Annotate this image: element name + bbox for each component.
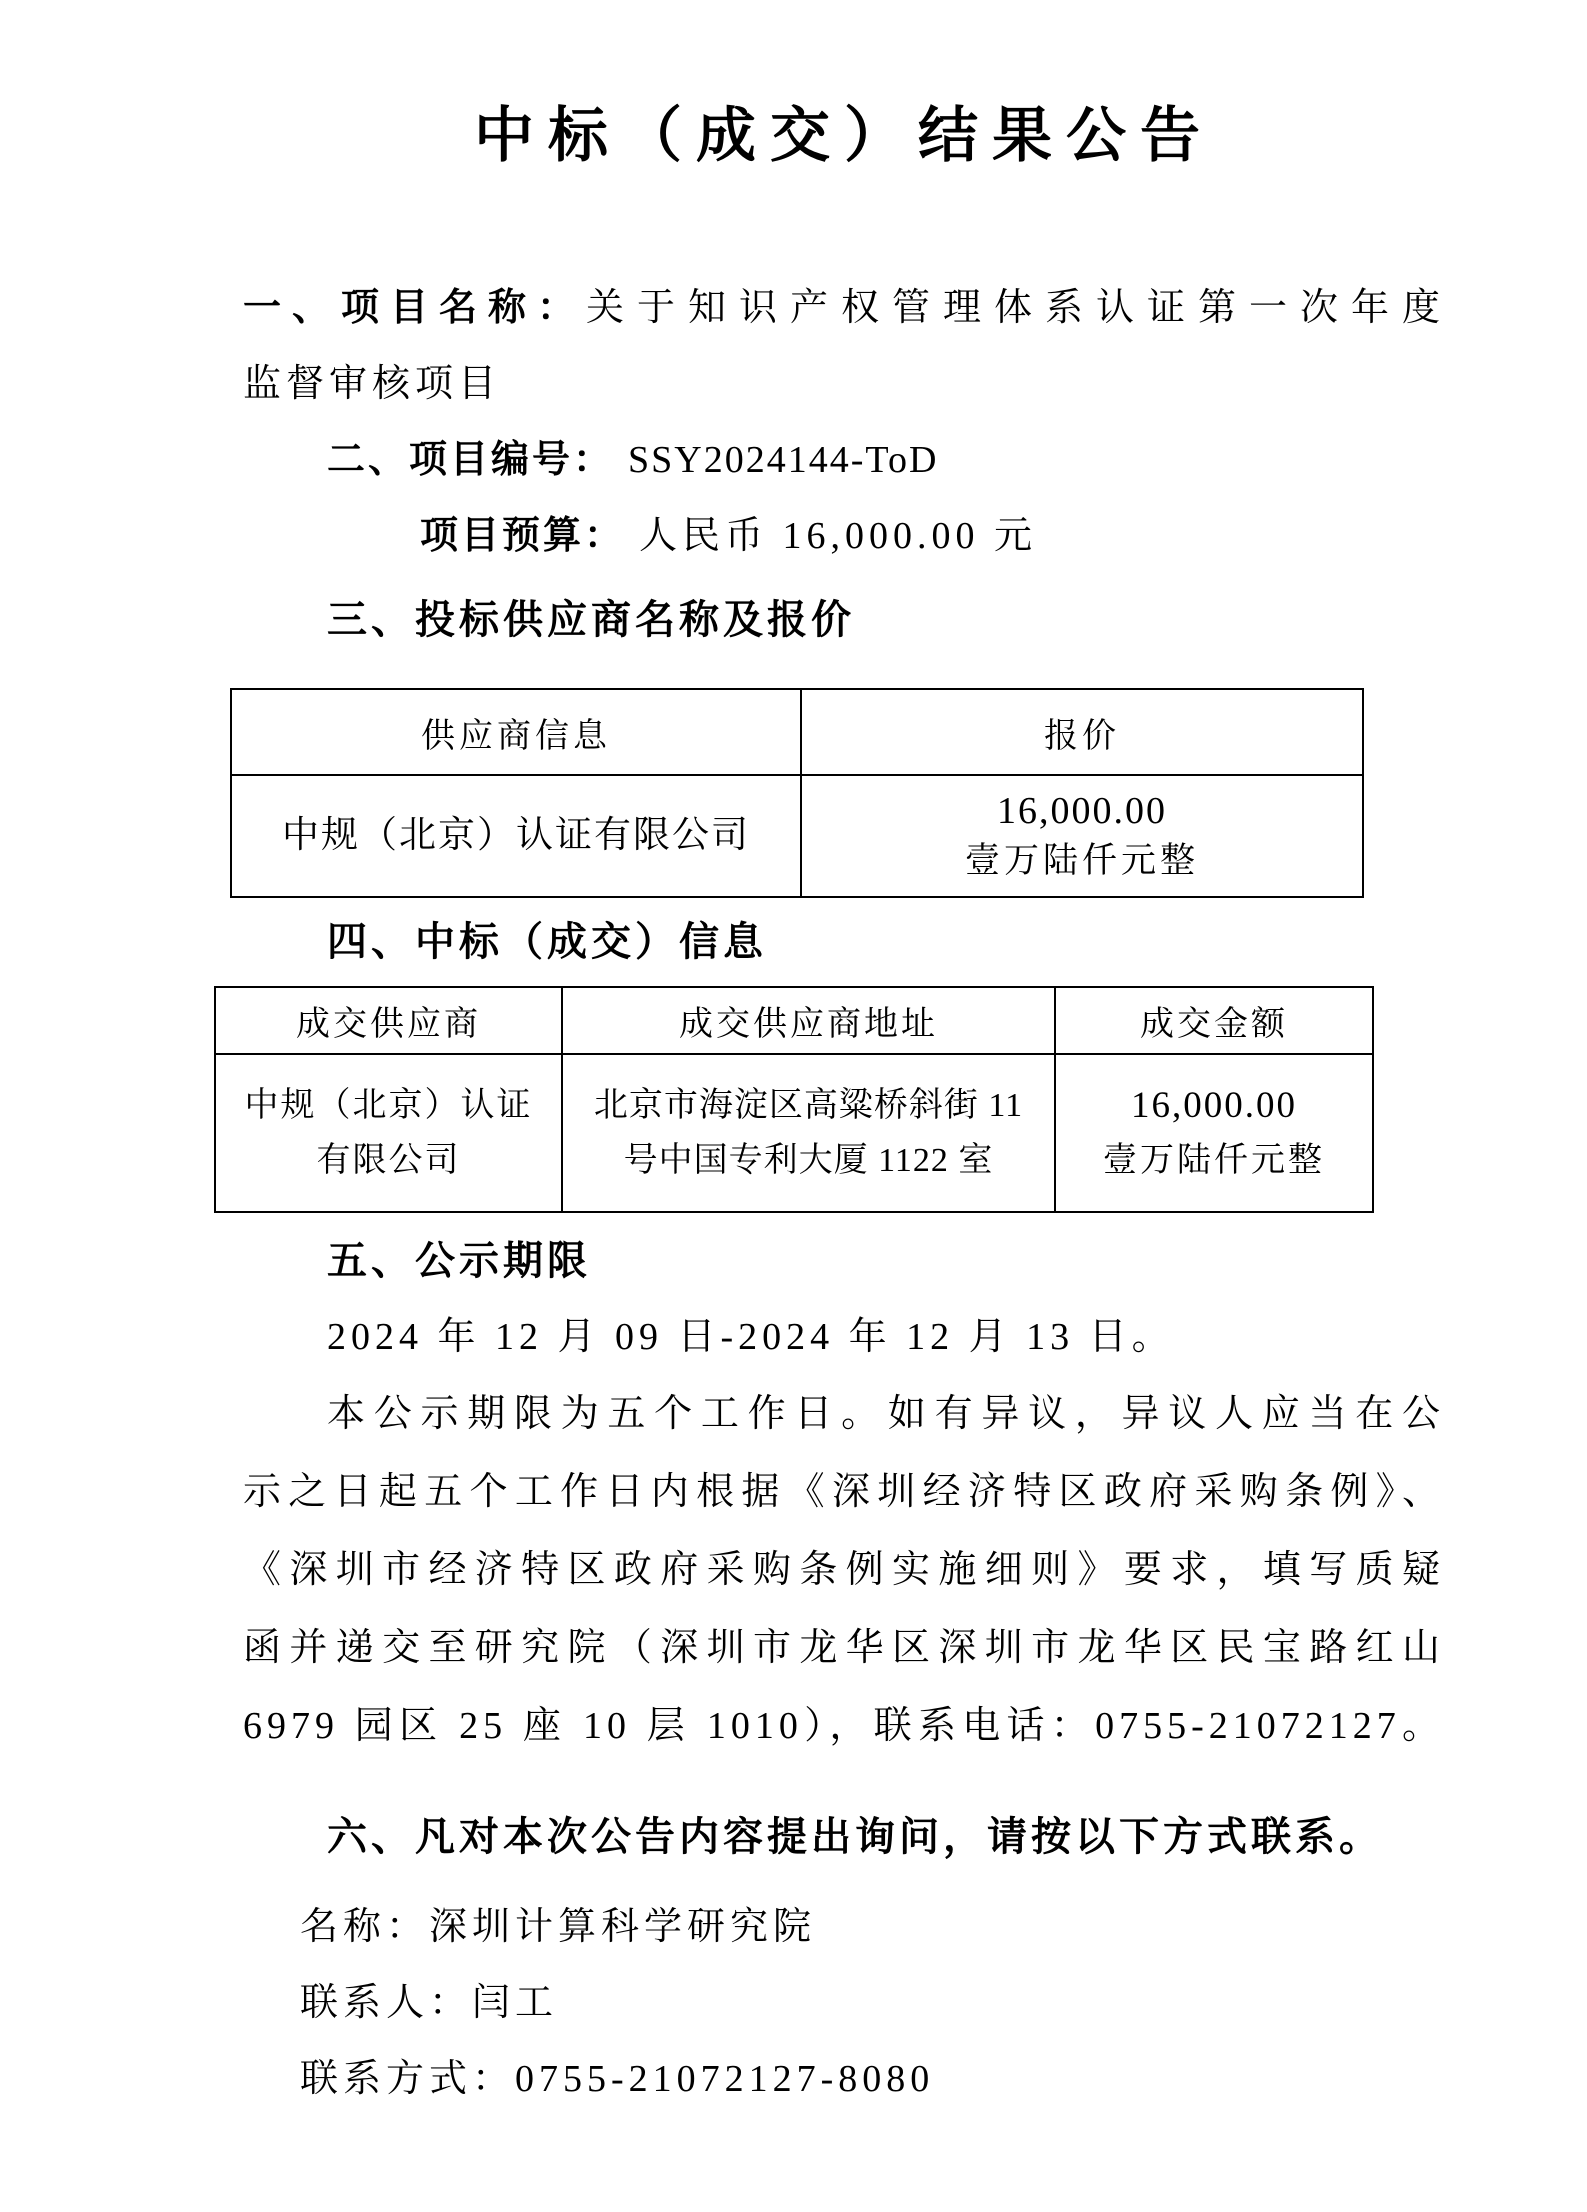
project-name-label: 一、项目名称： [243,287,586,329]
project-budget-line [243,498,1445,574]
award-amount-number: 16,000.00 [1131,1085,1297,1126]
section-heading-award: 四、中标（成交）信息 [327,920,767,964]
bid-table-header-price: 报价 [801,689,1363,775]
award-supplier-line2: 有限公司 [316,1142,461,1179]
award-amount-words: 壹万陆仟元整 [1103,1142,1325,1179]
project-number-label: 二、项目编号： [327,439,615,481]
project-name-value: 关于知识产权管理体系认证第一次年度 [586,287,1445,329]
award-table-row [215,1054,1373,1212]
project-budget-label: 项目预算： [420,515,626,557]
contact-name-line: 名称：深圳计算科学研究院 [300,1906,817,1948]
award-table-header-row [215,987,1373,1054]
notice-line-1: 本公示期限为五个工作日。如有异议，异议人应当在公 [327,1393,1445,1435]
award-table [214,986,1374,1213]
contact-person-line: 联系人：闫工 [300,1982,559,2024]
document-title: 中标（成交）结果公告 [474,102,1214,169]
publicity-date-range: 2024 年 12 月 09 日-2024 年 12 月 13 日。 [327,1316,1175,1358]
bid-supplier-cell: 中规（北京）认证有限公司 [231,775,801,897]
award-address-line2: 号中国专利大厦 1122 室 [623,1142,994,1179]
contact-phone-line: 联系方式：0755-21072127-8080 [300,2058,935,2100]
project-name-line2: 监督审核项目 [243,363,502,405]
award-supplier-cell [215,1054,562,1212]
bid-table-row [231,775,1363,897]
award-table-header-address: 成交供应商地址 [562,987,1055,1054]
award-supplier-line1: 中规（北京）认证 [244,1087,533,1124]
award-amount-cell [1055,1054,1373,1212]
award-address-line1: 北京市海淀区高粱桥斜街 11 [593,1087,1024,1124]
bid-price-words: 壹万陆仟元整 [964,841,1199,880]
section-heading-publicity-period: 五、公示期限 [327,1239,591,1283]
project-name-line [243,270,1445,346]
project-budget-value: 人民币 16,000.00 元 [639,515,1038,557]
project-number-value: SSY2024144-ToD [628,439,939,481]
project-number-line [243,422,1445,498]
section-heading-bidders: 三、投标供应商名称及报价 [327,598,855,642]
award-table-header-supplier: 成交供应商 [215,987,562,1054]
notice-line-4: 函并递交至研究院（深圳市龙华区深圳市龙华区民宝路红山 [243,1627,1445,1669]
bid-price-cell [801,775,1363,897]
notice-line-3: 《深圳市经济特区政府采购条例实施细则》要求，填写质疑 [243,1549,1445,1591]
bid-table [230,688,1364,898]
notice-line-5: 6979 园区 25 座 10 层 1010），联系电话：0755-21072127。 [243,1705,1445,1747]
section-heading-contact: 六、凡对本次公告内容提出询问，请按以下方式联系。 [327,1815,1383,1859]
bid-table-header-row [231,689,1363,775]
bid-price-number: 16,000.00 [997,790,1167,832]
notice-line-2: 示之日起五个工作日内根据《深圳经济特区政府采购条例》、 [243,1471,1445,1513]
award-table-header-amount: 成交金额 [1055,987,1373,1054]
award-address-cell [562,1054,1055,1212]
bid-table-header-supplier: 供应商信息 [231,689,801,775]
